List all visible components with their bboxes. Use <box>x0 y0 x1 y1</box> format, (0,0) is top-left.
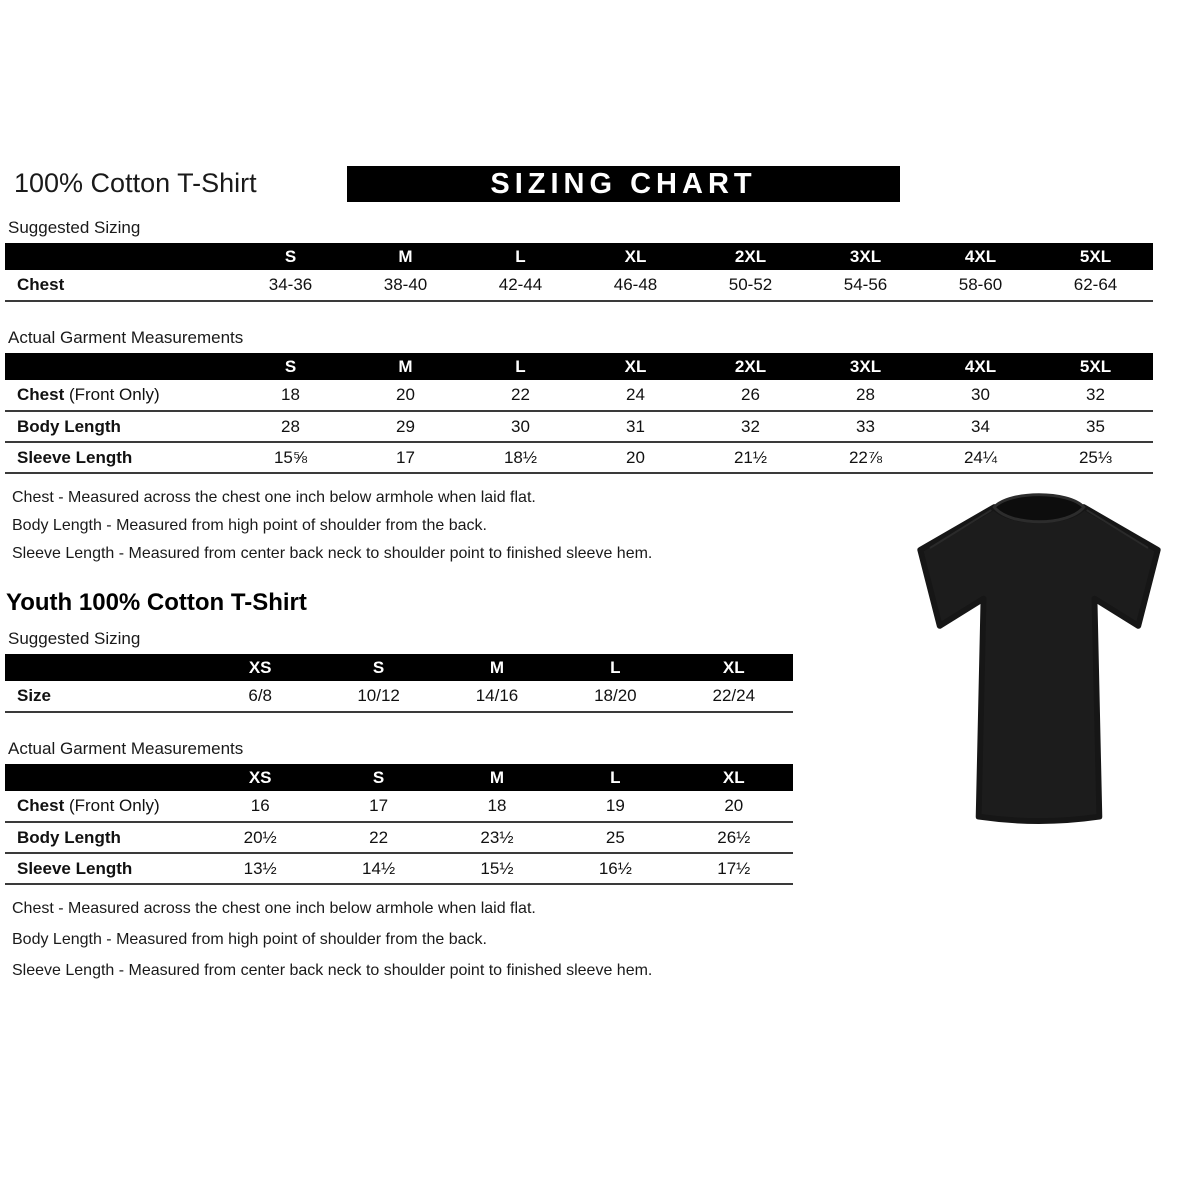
table-row <box>5 791 793 822</box>
size-cell: 32 <box>741 416 760 436</box>
adult-suggested-sizing-label: Suggested Sizing <box>8 218 141 237</box>
size-cell: 30 <box>971 385 990 404</box>
size-column-header: 5XL <box>1038 353 1153 380</box>
note-chest: Chest - Measured across the chest one inch below armhole when laid flat. <box>12 489 536 506</box>
size-cell: 42-44 <box>498 275 543 294</box>
tshirt-collar <box>994 495 1084 522</box>
row-label: Chest <box>17 275 65 294</box>
table-row <box>5 853 793 884</box>
size-column-header: S <box>319 764 437 791</box>
table-header-corner <box>5 764 201 791</box>
size-cell: 28 <box>281 416 300 436</box>
note-body-length: Body Length - Measured from high point of shoulder from the back. <box>12 517 487 534</box>
size-column-header: XL <box>675 764 793 791</box>
size-cell: 31 <box>626 416 645 436</box>
youth-suggested-sizing-label: Suggested Sizing <box>8 629 141 648</box>
size-cell: 25 <box>605 827 625 847</box>
size-cell: 20½ <box>243 827 277 847</box>
size-column-header: 3XL <box>808 353 923 380</box>
size-cell: 16 <box>250 796 270 815</box>
size-cell: 50-52 <box>728 275 773 294</box>
size-column-header: L <box>556 764 674 791</box>
note-sleeve-length: Sleeve Length - Measured from center back neck to shoulder point to finished sleeve hem. <box>12 962 653 979</box>
table-row <box>5 380 1153 411</box>
adult-actual-measurements-label: Actual Garment Measurements <box>8 328 244 347</box>
size-cell: 22/24 <box>712 686 756 705</box>
size-cell: 33 <box>856 416 875 436</box>
size-column-header: 4XL <box>923 243 1038 270</box>
header-row <box>0 166 1200 206</box>
size-cell: 22 <box>511 385 530 404</box>
size-cell: 20 <box>396 385 415 404</box>
size-cell: 35 <box>1086 416 1105 436</box>
size-cell: 34-36 <box>268 275 313 294</box>
size-cell: 18½ <box>503 447 538 467</box>
size-cell: 28 <box>856 385 875 404</box>
size-cell: 17 <box>396 447 415 467</box>
size-cell: 22⅞ <box>848 447 883 467</box>
size-cell: 25⅓ <box>1078 447 1113 467</box>
row-label: Body Length <box>17 416 121 436</box>
row-label: Size <box>17 686 52 705</box>
size-cell: 26 <box>741 385 760 404</box>
size-cell: 15½ <box>480 858 514 878</box>
table-header-corner <box>5 243 233 270</box>
size-cell: 24¼ <box>963 447 998 467</box>
size-column-header: XL <box>578 353 693 380</box>
youth-title: Youth 100% Cotton T-Shirt <box>6 589 307 616</box>
size-cell: 26½ <box>717 827 751 847</box>
table-row <box>5 822 793 853</box>
row-label: Chest (Front Only) <box>17 796 160 815</box>
table-row <box>5 411 1153 442</box>
row-label: Sleeve Length <box>17 447 133 467</box>
size-column-header: 3XL <box>808 243 923 270</box>
size-cell: 15⅝ <box>273 447 308 467</box>
row-label: Chest (Front Only) <box>17 385 160 404</box>
size-cell: 6/8 <box>248 686 273 705</box>
row-label: Body Length <box>17 827 121 847</box>
size-cell: 24 <box>626 385 645 404</box>
size-cell: 10/12 <box>357 686 400 705</box>
table-header-row <box>5 353 1153 380</box>
youth-notes <box>12 900 1200 980</box>
size-cell: 18 <box>487 796 507 815</box>
size-cell: 19 <box>605 796 625 815</box>
size-cell: 29 <box>396 416 415 436</box>
size-column-header: 2XL <box>693 243 808 270</box>
size-column-header: 5XL <box>1038 243 1153 270</box>
size-cell: 23½ <box>480 827 514 847</box>
adult-suggested-table <box>5 243 1153 302</box>
size-column-header: 4XL <box>923 353 1038 380</box>
size-column-header: 2XL <box>693 353 808 380</box>
size-cell: 16½ <box>598 858 632 878</box>
size-column-header: L <box>556 654 674 681</box>
size-cell: 38-40 <box>383 275 428 294</box>
size-cell: 21½ <box>733 447 768 467</box>
table-header-corner <box>5 353 233 380</box>
size-column-header: M <box>438 654 556 681</box>
table-header-corner <box>5 654 201 681</box>
size-cell: 58-60 <box>958 275 1003 294</box>
banner-label: SIZING CHART <box>490 167 757 200</box>
size-cell: 17½ <box>717 858 751 878</box>
tshirt-body <box>920 507 1157 821</box>
size-cell: 14/16 <box>475 686 519 705</box>
size-cell: 18/20 <box>594 686 637 705</box>
size-column-header: XL <box>578 243 693 270</box>
youth-suggested-table <box>5 654 793 713</box>
youth-actual-measurements-label: Actual Garment Measurements <box>8 739 244 758</box>
size-column-header: L <box>463 353 578 380</box>
row-label: Sleeve Length <box>17 858 133 878</box>
size-cell: 54-56 <box>843 275 888 294</box>
size-cell: 20 <box>626 447 645 467</box>
size-column-header: XS <box>201 764 319 791</box>
size-column-header: M <box>348 243 463 270</box>
size-column-header: M <box>348 353 463 380</box>
size-cell: 22 <box>369 827 389 847</box>
size-cell: 18 <box>281 385 300 404</box>
size-cell: 62-64 <box>1073 275 1118 294</box>
size-cell: 17 <box>369 796 389 815</box>
size-column-header: XL <box>675 654 793 681</box>
size-cell: 20 <box>724 796 744 815</box>
table-row <box>5 442 1153 473</box>
table-header-row <box>5 764 793 791</box>
size-cell: 30 <box>511 416 530 436</box>
size-cell: 46-48 <box>613 275 658 294</box>
note-chest: Chest - Measured across the chest one inch below armhole when laid flat. <box>12 900 536 917</box>
youth-measurements-table <box>5 764 793 885</box>
table-header-row <box>5 243 1153 270</box>
size-column-header: M <box>438 764 556 791</box>
note-sleeve-length: Sleeve Length - Measured from center back neck to shoulder point to finished sleeve hem. <box>12 545 653 562</box>
size-column-header: L <box>463 243 578 270</box>
adult-measurements-table <box>5 353 1153 474</box>
table-row <box>5 270 1153 301</box>
page-title: 100% Cotton T-Shirt <box>14 168 257 198</box>
table-row <box>5 681 793 712</box>
size-column-header: S <box>319 654 437 681</box>
size-cell: 14½ <box>362 858 396 878</box>
size-column-header: XS <box>201 654 319 681</box>
size-column-header: S <box>233 243 348 270</box>
tshirt-image <box>893 477 1185 839</box>
size-column-header: S <box>233 353 348 380</box>
size-cell: 32 <box>1086 385 1105 404</box>
tshirt-graphic <box>893 477 1185 839</box>
note-body-length: Body Length - Measured from high point of shoulder from the back. <box>12 931 487 948</box>
sizing-chart-banner <box>347 166 900 202</box>
table-header-row <box>5 654 793 681</box>
size-cell: 13½ <box>243 858 277 878</box>
size-cell: 34 <box>971 416 990 436</box>
